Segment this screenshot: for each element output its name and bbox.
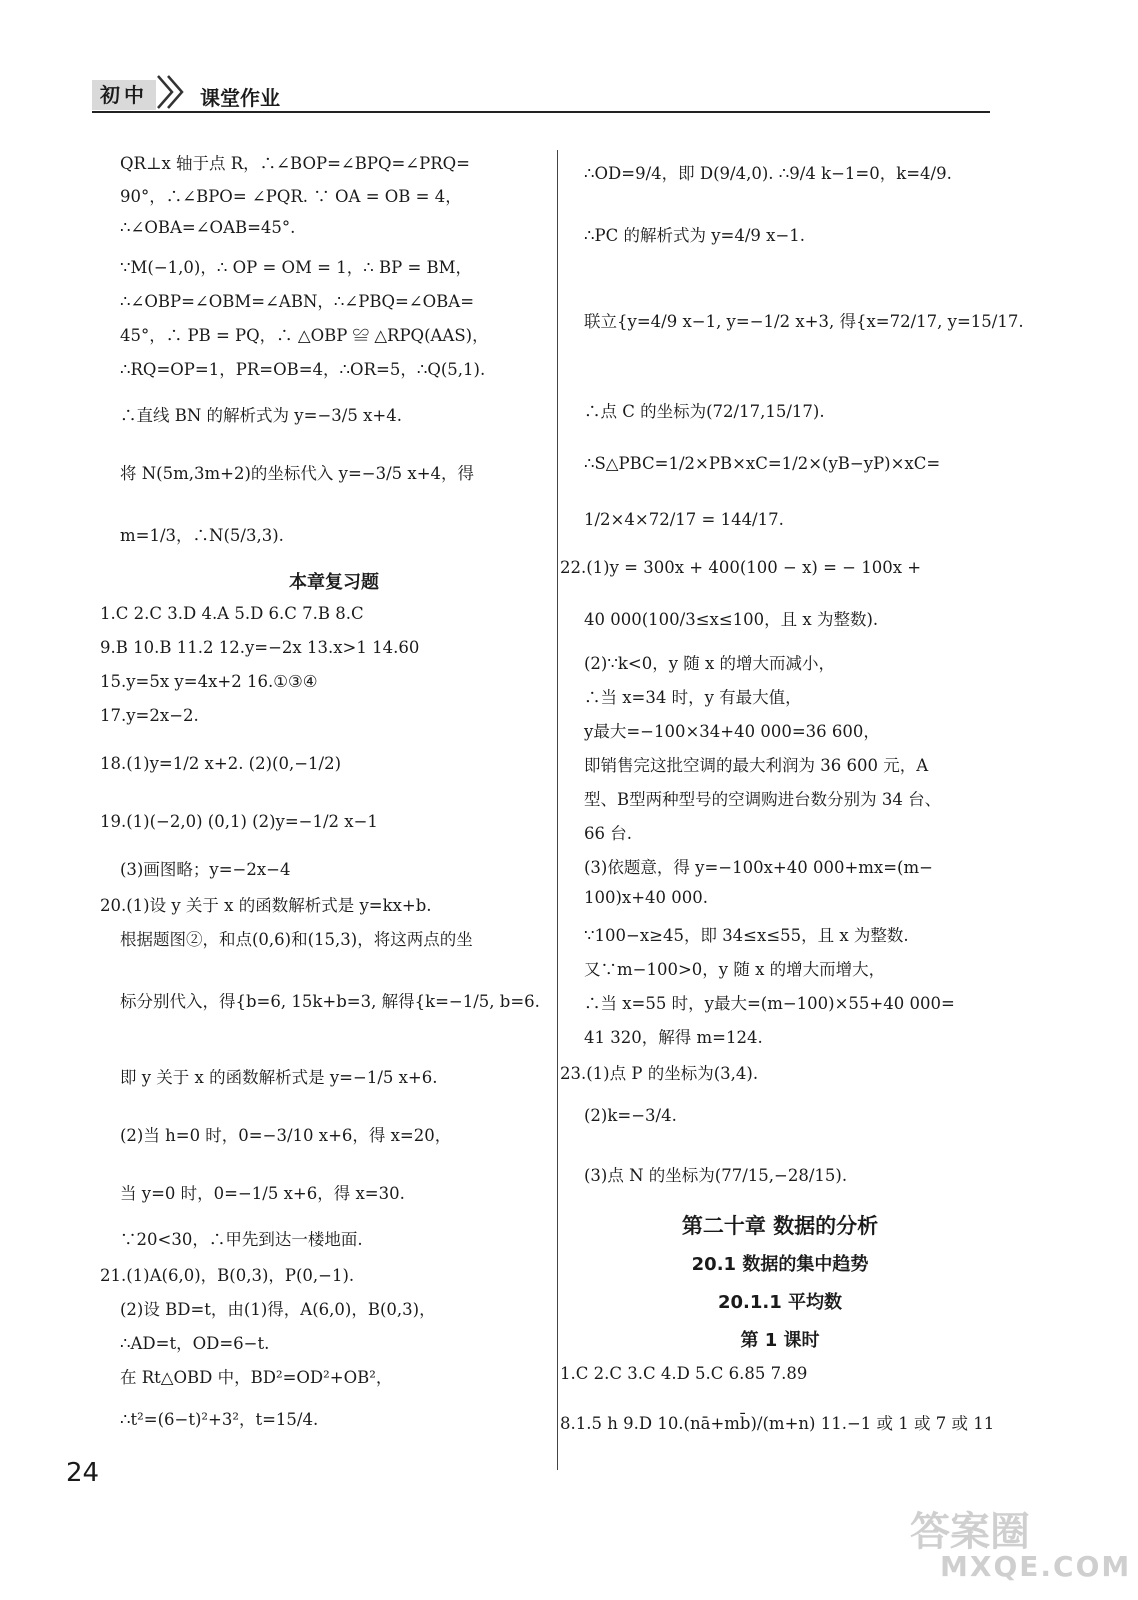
text-line: ∴OD=9/4，即 D(9/4,0). ∴9/4 k−1=0，k=4/9. [584,164,952,183]
answer-line: 9.B 10.B 11.2 12.y=−2x 13.x>1 14.60 [100,638,420,657]
text-line: 40 000(100/3≤x≤100，且 x 为整数). [584,610,879,629]
answer-line: 8.1.5 h 9.D 10.(nā+mb̄)/(m+n) 11.−1 或 1 或 7 或 11 [560,1414,995,1433]
text-line: ∵M(−1,0)，∴ OP = OM = 1，∴ BP = BM， [120,258,473,277]
text-line: 100)x+40 000. [584,888,709,907]
level-badge: 初中 [92,80,156,110]
text-line: (3)依题意，得 y=−100x+40 000+mx=(m− [584,858,933,877]
text-line: 66 台. [584,824,632,843]
text-line: 根据题图②，和点(0,6)和(15,3)，将这两点的坐 [120,930,473,949]
text-line: 90°，∴∠BPO= ∠PQR. ∵ OA = OB = 4， [120,187,462,206]
text-line: ∴PC 的解析式为 y=4/9 x−1. [584,226,806,245]
page-header [92,74,990,112]
text-line: ∴点 C 的坐标为(72/17,15/17). [584,402,825,421]
text-line: 在 Rt△OBD 中，BD²=OD²+OB²， [120,1368,393,1387]
subsection-title: 20.1.1 平均数 [717,1292,843,1313]
lesson-title: 第 1 课时 [740,1330,820,1351]
answer-line: 20.(1)设 y 关于 x 的函数解析式是 y=kx+b. [100,896,432,915]
text-line: ∴AD=t，OD=6−t. [120,1334,270,1353]
text-line: (2)∵k<0，y 随 x 的增大而减小， [584,654,836,673]
text-line: (3)画图略；y=−2x−4 [120,860,291,879]
header-subtitle: 课堂作业 [200,86,280,110]
text-line: ∴当 x=55 时，y最大=(m−100)×55+40 000= [584,994,955,1013]
text-line: ∴RQ=OP=1，PR=OB=4，∴OR=5，∴Q(5,1). [120,360,486,379]
answer-line: 18.(1)y=1/2 x+2. (2)(0,−1/2) [100,754,342,773]
text-line: 41 320，解得 m=124. [584,1028,763,1047]
answer-line: 21.(1)A(6,0)，B(0,3)，P(0,−1). [100,1266,355,1285]
answer-line: 1.C 2.C 3.D 4.A 5.D 6.C 7.B 8.C [100,604,364,623]
text-line: 标分别代入，得{b=6, 15k+b=3, 解得{k=−1/5, b=6. [120,992,540,1011]
answer-line: 23.(1)点 P 的坐标为(3,4). [560,1064,759,1083]
text-line: ∵20<30，∴甲先到达一楼地面. [120,1230,363,1249]
watermark-logo: 答案圈 [910,1509,1030,1555]
text-line: ∴S△PBC=1/2×PB×xC=1/2×(yB−yP)×xC= [584,454,941,473]
answer-line: 22.(1)y = 300x + 400(100 − x) = − 100x + [560,558,922,577]
column-divider [557,150,558,1470]
text-line: ∴∠OBP=∠OBM=∠ABN，∴∠PBQ=∠OBA= [120,292,475,311]
text-line: (2)当 h=0 时，0=−3/10 x+6，得 x=20， [120,1126,452,1145]
section-title: 本章复习题 [289,572,379,593]
text-line: ∴∠OBA=∠OAB=45°. [120,218,296,237]
text-line: QR⊥x 轴于点 R，∴∠BOP=∠BPQ=∠PRQ= [120,154,471,173]
text-line: 45°，∴ PB = PQ，∴ △OBP ≌ △RPQ(AAS)， [120,326,489,345]
section-title: 20.1 数据的集中趋势 [691,1254,869,1275]
text-line: 即 y 关于 x 的函数解析式是 y=−1/5 x+6. [120,1068,438,1087]
text-line: (2)设 BD=t，由(1)得，A(6,0)，B(0,3)， [120,1300,436,1319]
text-line: 当 y=0 时，0=−1/5 x+6，得 x=30. [120,1184,405,1203]
text-line: 联立{y=4/9 x−1, y=−1/2 x+3, 得{x=72/17, y=15/17. [584,312,1024,331]
text-line: ∴当 x=34 时，y 有最大值， [584,688,802,707]
text-line: (3)点 N 的坐标为(77/15,−28/15). [584,1166,848,1185]
answer-line: 19.(1)(−2,0) (0,1) (2)y=−1/2 x−1 [100,812,378,831]
double-chevron-icon [154,74,186,110]
header-rule [92,111,990,113]
text-line: 1/2×4×72/17 = 144/17. [584,510,784,529]
text-line: ∴直线 BN 的解析式为 y=−3/5 x+4. [120,406,402,425]
chapter-title: 第二十章 数据的分析 [681,1214,879,1238]
text-line: 将 N(5m,3m+2)的坐标代入 y=−3/5 x+4，得 [120,464,475,483]
text-line: ∵100−x≥45，即 34≤x≤55，且 x 为整数. [584,926,909,945]
text-line: y最大=−100×34+40 000=36 600， [584,722,880,741]
text-line: 又∵m−100>0，y 随 x 的增大而增大， [584,960,886,979]
answer-line: 15.y=5x y=4x+2 16.①③④ [100,672,318,691]
answer-line: 17.y=2x−2. [100,706,199,725]
page-number: 24 [66,1458,100,1488]
text-line: ∴t²=(6−t)²+3²，t=15/4. [120,1410,319,1429]
text-line: 型、B型两种型号的空调购进台数分别为 34 台、 [584,790,942,809]
answer-line: 1.C 2.C 3.C 4.D 5.C 6.85 7.89 [560,1364,808,1383]
watermark [910,1500,1132,1590]
text-line: (2)k=−3/4. [584,1106,677,1125]
text-line: 即销售完这批空调的最大利润为 36 600 元，A [584,756,929,775]
text-line: m=1/3，∴N(5/3,3). [120,526,284,545]
watermark-url: MXQE.COM [940,1550,1132,1583]
